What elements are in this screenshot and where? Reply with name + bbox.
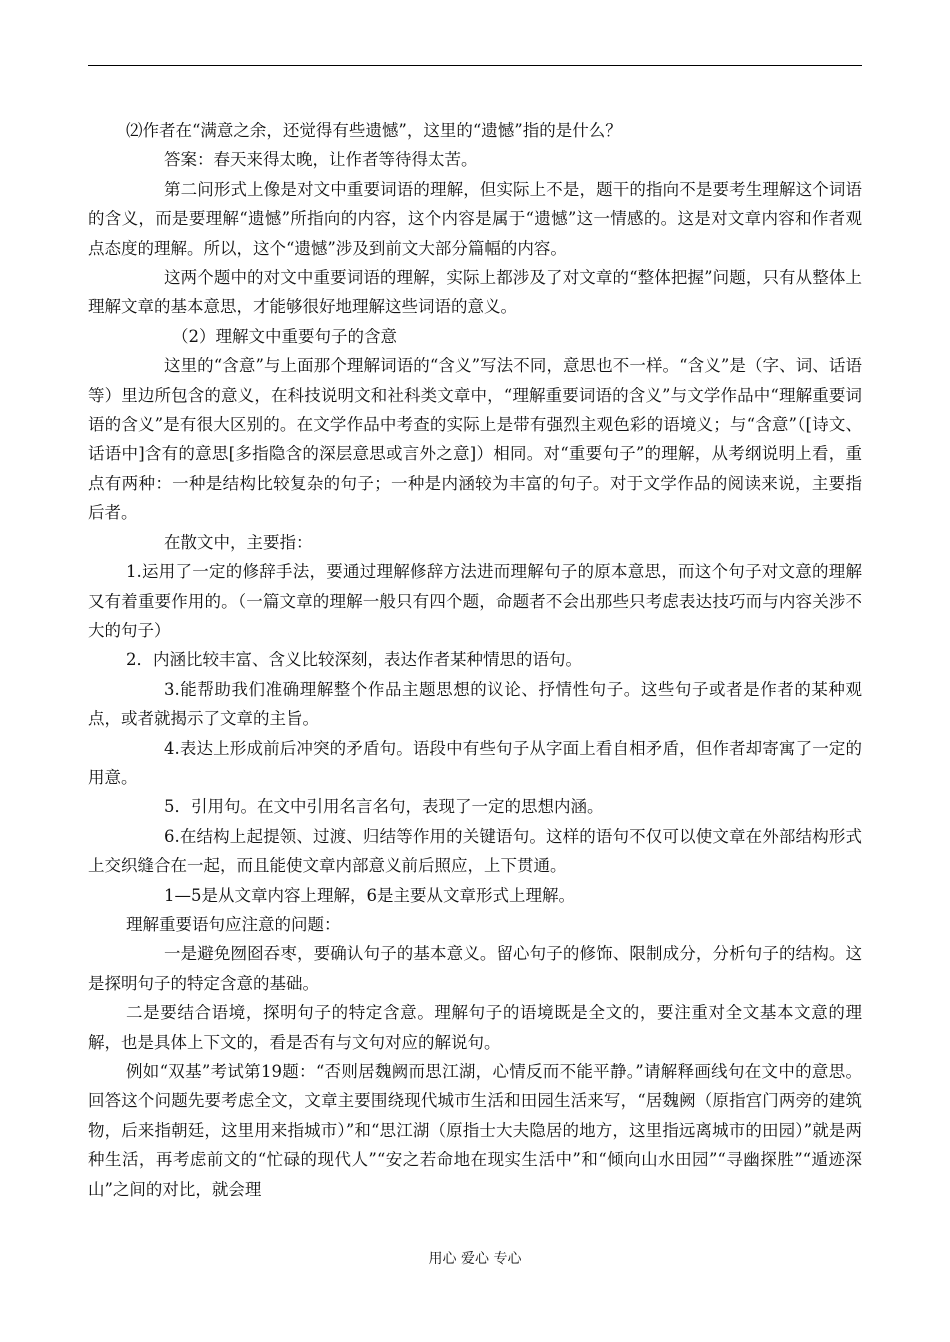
document-body <box>88 116 862 1204</box>
paragraph: ⑵作者在“满意之余，还觉得有些遗憾”，这里的“遗憾”指的是什么？ <box>126 121 622 140</box>
paragraph: 这里的“含意”与上面那个理解词语的“含义”写法不同，意思也不一样。“含义”是（字、词、话语等）里边所包含的意义，在科技说明文和社科类文章中，“理解重要词语的含义”与文学作品中“理解重要词语的含义”是有很大区别的。在文学作品中考查的实际上是带有强烈主观色彩的语境义；与“含意”（[诗文、话语中]含有的意思[多指隐含的深层意思或言外之意]）相同。对“重要句子”的理解，从考纲说明上看，重点有两种：一种是结构比较复杂的句子；一种是内涵较为丰富的句子。对于文学作品的阅读来说，主要指后者。 <box>88 356 862 523</box>
list-item: 6.在结构上起提领、过渡、归结等作用的关键语句。这样的语句不仅可以使文章在外部结构形式上交织缝合在一起，而且能使文章内部意义前后照应，上下贯通。 <box>88 826 862 876</box>
paragraph: 在散文中，主要指： <box>164 532 313 552</box>
paragraph: 二是要结合语境，探明句子的特定含意。理解句子的语境既是全文的，要注重对全文基本文意的理解，也是具体上下文的，看是否有与文句对应的解说句。 <box>88 1003 862 1052</box>
list-item: 4.表达上形成前后冲突的矛盾句。语段中有些句子从字面上看自相矛盾，但作者却寄寓了一定的用意。 <box>88 738 862 787</box>
paragraph: 答案：春天来得太晚，让作者等待得太苦。 <box>164 150 478 170</box>
paragraph: 这两个题中的对文中重要词语的理解，实际上都涉及了对文章的“整体把握”问题，只有从整体上理解文章的基本意思，才能够很好地理解这些词语的意义。 <box>88 268 862 317</box>
list-item: 2．内涵比较丰富、含义比较深刻，表达作者某种情思的语句。 <box>126 650 582 670</box>
list-item: 1.运用了一定的修辞手法，要通过理解修辞方法进而理解句子的原本意思，而这个句子对文意的理解又有着重要作用的。（一篇文章的理解一般只有四个题，命题者不会出那些只考虑表达技巧而与内容关涉不大的句子） <box>88 562 862 640</box>
page-footer: 用心 爱心 专心 <box>428 1251 522 1267</box>
paragraph: 1—5是从文章内容上理解，6是主要从文章形式上理解。 <box>164 885 575 905</box>
section-heading: （2）理解文中重要句子的含意 <box>172 326 397 346</box>
paragraph: 理解重要语句应注意的问题： <box>126 914 341 934</box>
paragraph: 例如“双基”考试第19题：“否则居魏阙而思江湖，心情反而不能平静。”请解释画线句在文中的意思。回答这个问题先要考虑全文，文章主要围绕现代城市生活和田园生活来写，“居魏阙（原指宫门两旁的建筑物，后来指朝廷，这里用来指城市）”和“思江湖（原指士大夫隐居的地方，这里指远离城市的田园）”就是两种生活，再考虑前文的“忙碌的现代人”“安之若命地在现实生活中”和“倾向山水田园”“寻幽探胜”“遁迹深山”之间的对比，就会理 <box>88 1062 862 1199</box>
list-item: 3.能帮助我们准确理解整个作品主题思想的议论、抒情性句子。这些句子或者是作者的某种观点，或者就揭示了文章的主旨。 <box>88 679 862 729</box>
paragraph: 一是避免囫囵吞枣，要确认句子的基本意义。留心句子的修饰、限制成分，分析句子的结构。这是探明句子的特定含意的基础。 <box>88 944 862 993</box>
list-item: 5．引用句。在文中引用名言名句，表现了一定的思想内涵。 <box>164 797 604 817</box>
paragraph: 第二问形式上像是对文中重要词语的理解，但实际上不是，题干的指向不是要考生理解这个词语的含义，而是要理解“遗憾”所指向的内容，这个内容是属于“遗憾”这一情感的。这是对文章内容和作者观点态度的理解。所以，这个“遗憾”涉及到前文大部分篇幅的内容。 <box>88 179 862 258</box>
header-rule <box>88 65 862 66</box>
